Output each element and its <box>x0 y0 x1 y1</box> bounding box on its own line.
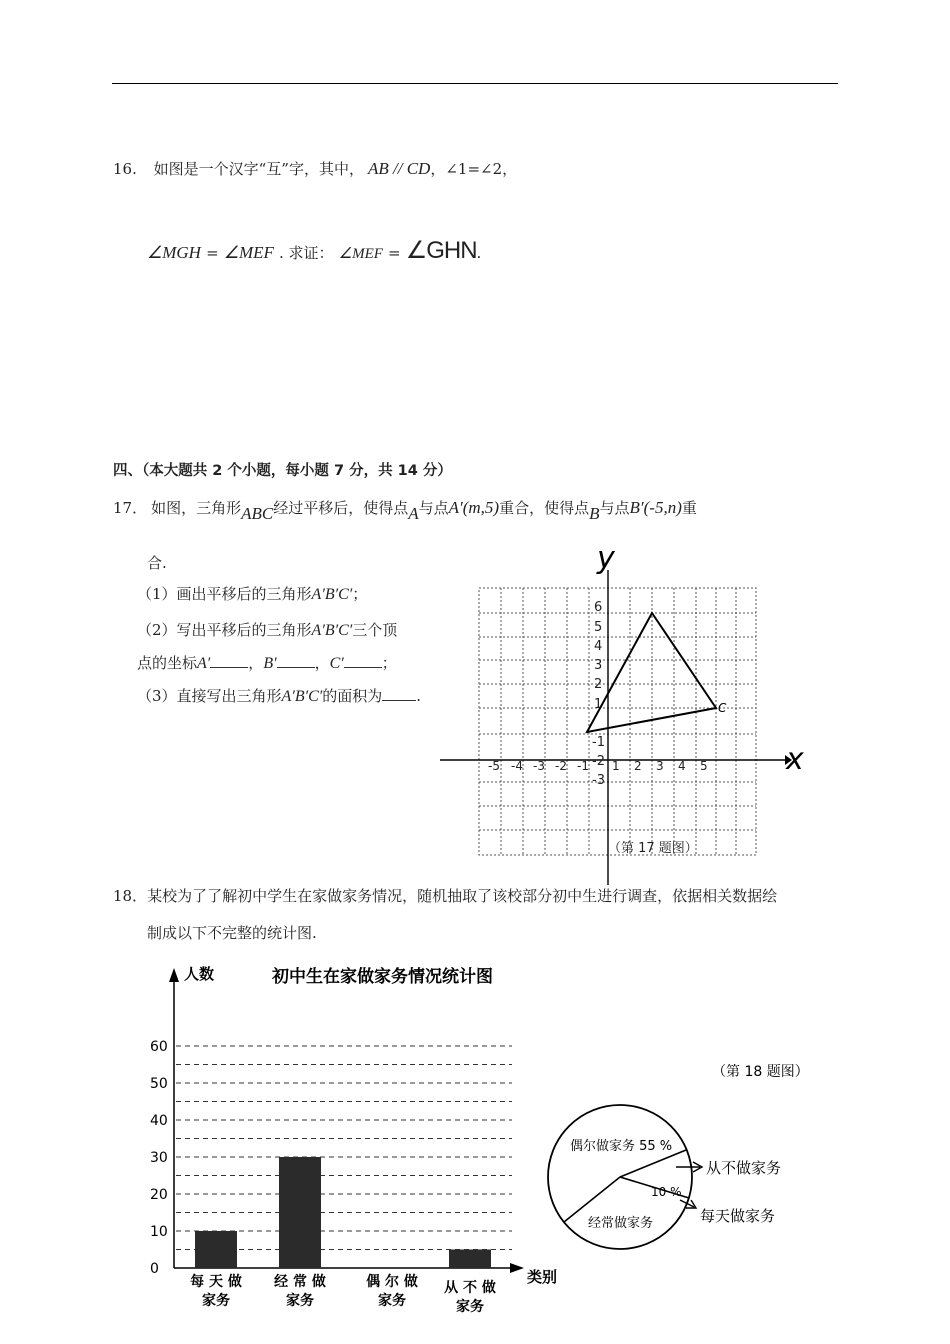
pie-divider <box>620 1150 686 1177</box>
q17-x-tick: 2 <box>634 759 642 773</box>
q17-part3-text: （3）直接写出三角形 <box>137 687 282 705</box>
bar-x-label: 类别 <box>527 1268 558 1286</box>
bar-y-tick: 20 <box>150 1187 168 1203</box>
q17-y-tick: 3 <box>594 658 603 673</box>
bar-category-label: 家务 <box>378 1293 406 1309</box>
bar-chart-title: 初中生在家做家务情况统计图 <box>272 967 493 987</box>
q18-caption: （第 18 题图） <box>712 1064 809 1080</box>
bar-x-arrow <box>510 1263 524 1273</box>
q17-caption: （第 17 题图） <box>608 841 698 856</box>
q17-y-tick: 2 <box>594 677 603 692</box>
bar-4 <box>449 1250 491 1269</box>
q17-sep1: ， <box>248 654 264 672</box>
q17-part3-end: 的面积为 <box>322 687 383 705</box>
q18-line2: 制成以下不完整的统计图. <box>147 924 317 942</box>
bar-category-label: 从 不 做 <box>444 1280 496 1296</box>
bar-category-label: 家务 <box>456 1299 484 1315</box>
q17-point-a-prime: A′(m,5) <box>448 498 500 517</box>
q17-y-tick: 5 <box>594 620 603 635</box>
bar-category-label: 偶 尔 做 <box>366 1274 418 1290</box>
pie-label-daily-percent: 10 % <box>651 1185 682 1199</box>
q16-text-angles: ，∠1=∠2， <box>430 160 518 178</box>
q16-angle-mef-2: ∠MEF <box>338 246 383 262</box>
q17-number: 17． <box>113 499 148 517</box>
pie-label-often: 经常做家务 <box>588 1216 654 1231</box>
q17-x-tick: -1 <box>577 759 589 773</box>
bar-category-label: 经 常 做 <box>274 1274 326 1290</box>
q17-y-label: y <box>597 541 615 576</box>
pie-label-daily: 每天做家务 <box>700 1207 776 1225</box>
q17-y-tick: -3 <box>592 773 605 788</box>
bar-y-tick: 50 <box>150 1076 168 1092</box>
q17-text-f: 重 <box>681 499 697 517</box>
pie-label-occasional: 偶尔做家务 55 % <box>570 1139 673 1154</box>
q16-angle-mef: ∠MEF <box>223 243 274 262</box>
q17-part1-text: （1）画出平移后的三角形 <box>137 585 312 603</box>
bar-y-tick: 30 <box>150 1150 168 1166</box>
q17-y-tick: 1 <box>594 697 603 712</box>
q18-text: 某校为了了解初中学生在家做家务情况，随机抽取了该校部分初中生进行调查，依据相关数据绘 <box>147 887 778 905</box>
q17-x-tick: -5 <box>488 759 500 773</box>
q17-y-tick: 6 <box>594 600 603 615</box>
q17-coord-c: C′ <box>329 655 344 672</box>
q17-text-b: 经过平移后，使得点 <box>273 499 409 517</box>
q16-text: 如图是一个汉字“互”字，其中， <box>153 160 364 178</box>
bar-2 <box>279 1157 321 1268</box>
bar-y-tick: 0 <box>150 1261 159 1277</box>
q16-period: . <box>476 244 482 262</box>
q17-part3-triangle: A′B′C′ <box>281 688 323 705</box>
q17-x-tick: 3 <box>656 759 664 773</box>
bar-y-tick: 10 <box>150 1224 168 1240</box>
q17-line2: 合. <box>147 554 167 572</box>
q17-x-tick: 1 <box>612 759 620 773</box>
q17-x-tick: -3 <box>533 759 545 773</box>
q17-part2-triangle: A′B′C′ <box>311 622 353 639</box>
q17-coord-b: B′ <box>263 655 277 672</box>
bar-y-label: 人数 <box>184 965 215 983</box>
q17-part2-text: （2）写出平移后的三角形 <box>137 621 312 639</box>
q16-math-parallel: AB // CD <box>367 159 431 178</box>
q16-angle-ghn: ∠GHN <box>405 237 477 264</box>
q17-text-c: 与点 <box>418 499 449 517</box>
q16-number: 16. <box>113 160 137 178</box>
bar-category-label: 家务 <box>202 1293 230 1309</box>
q17-text-e: 与点 <box>599 499 630 517</box>
q17-y-tick: -1 <box>592 735 605 750</box>
q17-text-a: 如图，三角形 <box>151 499 242 517</box>
bar-y-arrow <box>169 968 179 982</box>
q17-coords-end: ； <box>381 654 397 672</box>
q17-part1-triangle: A′B′C′ <box>311 586 353 603</box>
q17-part3-dot: . <box>416 687 422 705</box>
q17-x-label: x <box>786 742 804 777</box>
section-4-title: 四、（本大题共 2 个小题，每小题 7 分，共 14 分） <box>113 463 452 479</box>
q17-x-tick: -2 <box>555 759 567 773</box>
q16-angle-mgh: ∠MGH <box>147 243 201 262</box>
q17-coord-a: A′ <box>197 655 211 672</box>
q17-abc: ABC <box>241 504 274 523</box>
q17-label-c: C <box>718 701 727 715</box>
q17-coords-text: 点的坐标 <box>137 654 198 672</box>
q17-part2-end: 三个顶 <box>352 621 398 639</box>
q17-x-tick: -4 <box>511 759 523 773</box>
q16-prove: . 求证： <box>279 244 334 262</box>
q17-x-tick: 5 <box>700 759 708 773</box>
q17-point-b-prime: B′(-5,n) <box>629 498 682 517</box>
q17-sep2: ， <box>314 654 330 672</box>
bar-category-label: 家务 <box>286 1293 314 1309</box>
bar-category-label: 每 天 做 <box>190 1274 242 1290</box>
bar-y-tick: 40 <box>150 1113 168 1129</box>
q17-point-b: B <box>589 504 600 523</box>
q17-point-a: A <box>408 504 419 523</box>
q17-part1-end: ； <box>352 585 368 603</box>
bar-y-tick: 60 <box>150 1039 168 1055</box>
q17-y-tick: -2 <box>592 754 605 769</box>
q18-number: 18． <box>113 887 148 905</box>
q17-x-tick: 4 <box>678 759 686 773</box>
bar-1 <box>195 1231 237 1268</box>
q17-y-tick: 4 <box>594 639 603 654</box>
q16-eq: = <box>206 244 219 262</box>
q16-eq-2: = <box>388 244 401 262</box>
q17-text-d: 重合，使得点 <box>499 499 590 517</box>
pie-label-never: 从不做家务 <box>706 1159 782 1177</box>
